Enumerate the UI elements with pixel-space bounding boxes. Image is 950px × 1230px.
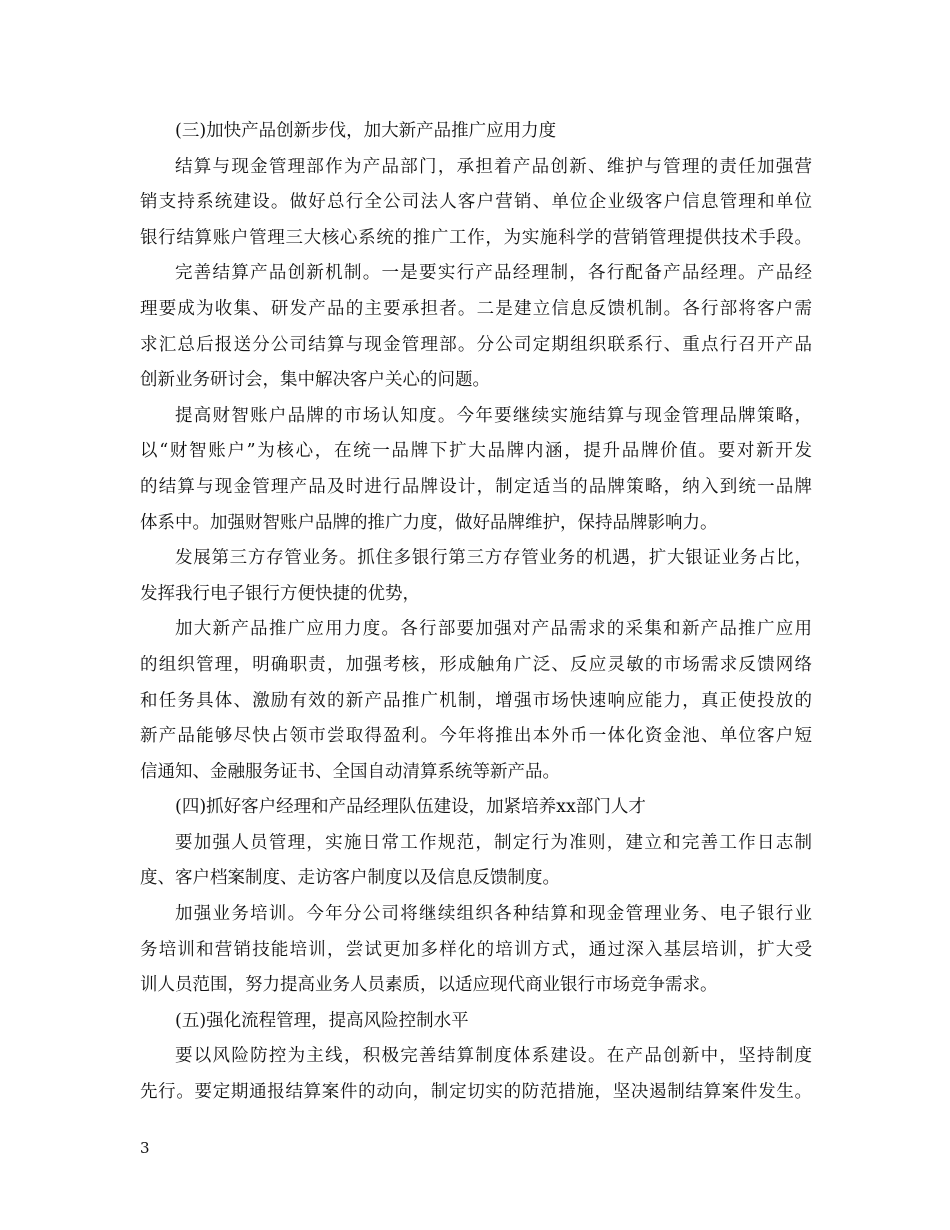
text-line: 银行结算账户管理三大核心系统的推广工作，为实施科学的营销管理提供技术手段。: [140, 227, 812, 248]
text-line: 加大新产品推广应用力度。各行部要加强对产品需求的采集和新产品推广应用: [175, 619, 812, 640]
text-line: 和任务具体、激励有效的新产品推广机制，增强市场快速响应能力，真正使投放的: [140, 690, 812, 711]
text-line: 以“财智账户”为核心，在统一品牌下扩大品牌内涵，提升品牌价值。要对新开发: [140, 441, 812, 462]
text-line: 先行。要定期通报结算案件的动向，制定切实的防范措施，坚决遏制结算案件发生。: [140, 1082, 812, 1103]
text-line: (五)强化流程管理，提高风险控制水平: [175, 1010, 469, 1031]
text-line: 发挥我行电子银行方便快捷的优势，: [140, 583, 420, 604]
text-line: 要以风险防控为主线，积极完善结算制度体系建设。在产品创新中，坚持制度: [175, 1046, 812, 1067]
text-line: 度、客户档案制度、走访客户制度以及信息反馈制度。: [140, 868, 560, 889]
text-line: 创新业务研讨会，集中解决客户关心的问题。: [140, 370, 490, 391]
text-line: 要加强人员管理，实施日常工作规范，制定行为准则，建立和完善工作日志制: [175, 832, 812, 853]
text-line: 务培训和营销技能培训，尝试更加多样化的培训方式，通过深入基层培训，扩大受: [140, 939, 812, 960]
text-line: (四)抓好客户经理和产品经理队伍建设，加紧培养xx部门人才: [175, 797, 646, 818]
text-line: 发展第三方存管业务。抓住多银行第三方存管业务的机遇，扩大银证业务占比，: [175, 548, 812, 569]
text-line: 销支持系统建设。做好总行全公司法人客户营销、单位企业级客户信息管理和单位: [140, 192, 812, 213]
text-line: 加强业务培训。今年分公司将继续组织各种结算和现金管理业务、电子银行业: [175, 904, 812, 925]
text-line: 提高财智账户品牌的市场认知度。今年要继续实施结算与现金管理品牌策略，: [175, 405, 812, 426]
text-line: 求汇总后报送分公司结算与现金管理部。分公司定期组织联系行、重点行召开产品: [140, 334, 812, 355]
text-line: 新产品能够尽快占领市尝取得盈利。今年将推出本外币一体化资金池、单位客户短: [140, 726, 812, 747]
text-line: 的组织管理，明确职责，加强考核，形成触角广泛、反应灵敏的市场需求反馈网络: [140, 654, 812, 675]
text-line: 理要成为收集、研发产品的主要承担者。二是建立信息反馈机制。各行部将客户需: [140, 298, 812, 319]
page-number: 3: [140, 1139, 150, 1157]
text-line: 训人员范围，努力提高业务人员素质，以适应现代商业银行市场竞争需求。: [140, 975, 718, 996]
text-line: 信通知、金融服务证书、全国自动清算系统等新产品。: [140, 761, 560, 782]
text-line: 完善结算产品创新机制。一是要实行产品经理制，各行配备产品经理。产品经: [175, 263, 812, 284]
text-line: 的结算与现金管理产品及时进行品牌设计，制定适当的品牌策略，纳入到统一品牌: [140, 476, 812, 497]
text-line: 体系中。加强财智账户品牌的推广力度，做好品牌维护，保持品牌影响力。: [140, 512, 718, 533]
document-body: [140, 114, 812, 1111]
text-line: (三)加快产品创新步伐，加大新产品推广应用力度: [175, 121, 557, 141]
text-line: 结算与现金管理部作为产品部门，承担着产品创新、维护与管理的责任加强营: [175, 156, 812, 177]
